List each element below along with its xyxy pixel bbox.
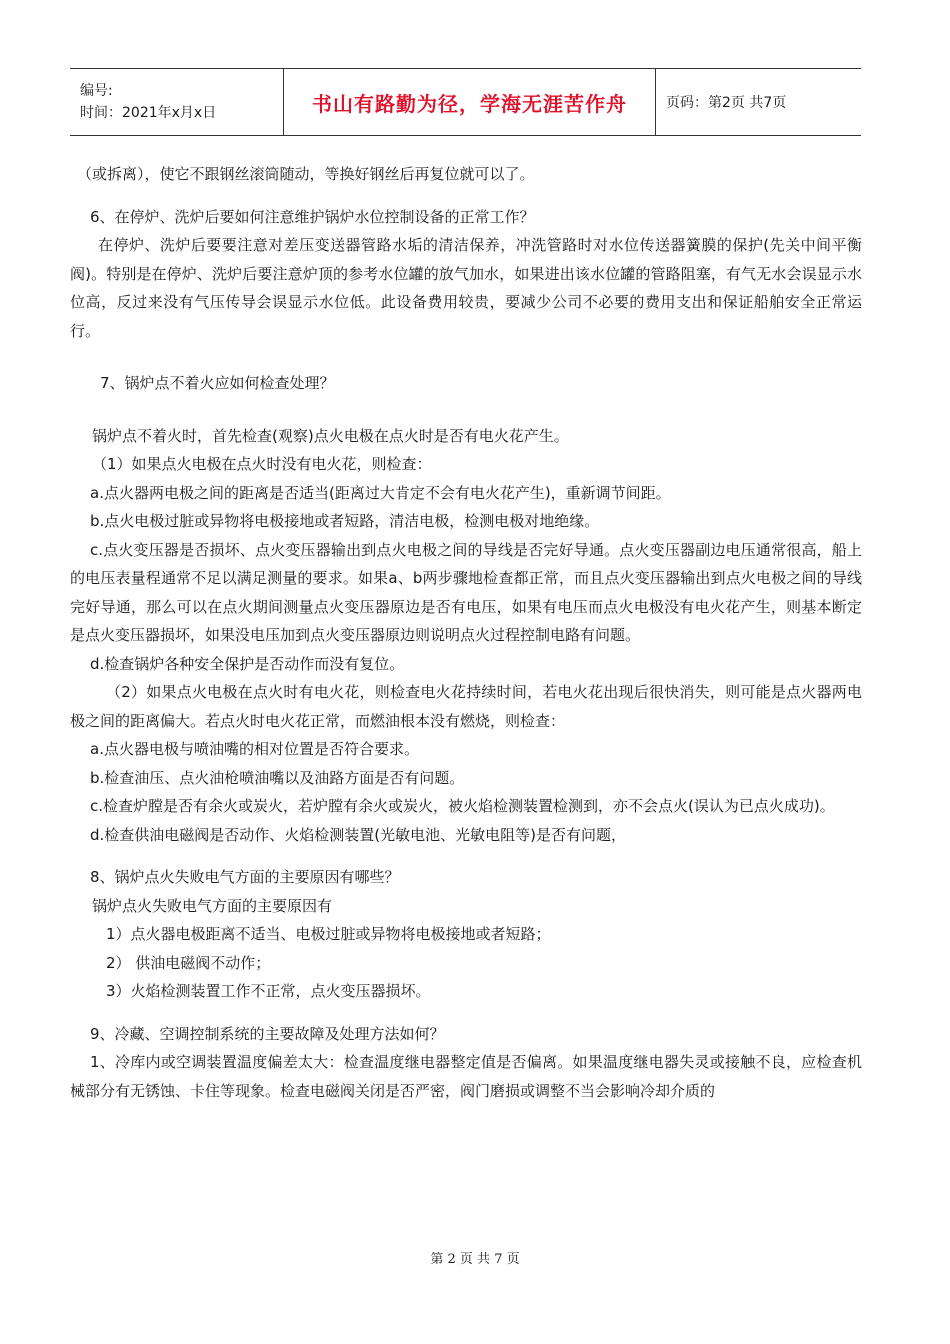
list-item: b.点火电极过脏或异物将电极接地或者短路，清洁电极，检测电极对地绝缘。 bbox=[90, 512, 600, 530]
list-item: a.点火器两电极之间的距离是否适当(距离过大肯定不会有电火花产生)，重新调节间距。 bbox=[90, 483, 671, 502]
question-heading: 6、在停炉、洗炉后要如何注意维护锅炉水位控制设备的正常工作？ bbox=[90, 207, 535, 226]
document-body bbox=[70, 160, 862, 1105]
question-heading: 9、冷藏、空调控制系统的主要故障及处理方法如何？ bbox=[90, 1024, 445, 1043]
header-page-number: 页码：第2页 共7页 bbox=[666, 95, 787, 111]
header-meta bbox=[70, 69, 284, 135]
question-heading: 8、锅炉点火失败电气方面的主要原因有哪些？ bbox=[90, 868, 400, 886]
document-time-label: 时间：2021年x月x日 bbox=[80, 105, 217, 121]
paragraph: 锅炉点火失败电气方面的主要原因有 bbox=[92, 896, 333, 915]
list-item: a.点火器电极与喷油嘴的相对位置是否符合要求。 bbox=[90, 740, 419, 758]
header-page-cell bbox=[656, 69, 786, 135]
list-item: d.检查供油电磁阀是否动作、火焰检测装置(光敏电池、光敏电阻等)是否有问题， bbox=[90, 825, 626, 844]
list-item: （1）如果点火电极在点火时没有电火花，则检查： bbox=[92, 455, 432, 473]
page-footer: 第 2 页 共 7 页 bbox=[430, 1252, 520, 1267]
list-item: c.点火变压器是否损坏、点火变压器输出到点火电极之间的导线是否完好导通。点火变压器副边电压通常很高，船上的电压表量程通常不足以满足测量的要求。如果a、b两步骤地检查都正常，而且点火变压器输出到点火电极之间的导线完好导通，那么可以在点火期间测量点火变压器原边是否有电压，如果有电压而点火电极没有电火花产生，则基本断定是点火变压器损坏，如果没电压加到点火变压器原边则说明点火过程控制电路有问题。 bbox=[70, 540, 862, 644]
header-motto-cell bbox=[284, 69, 656, 135]
list-item: 1）点火器电极距离不适当、电极过脏或异物将电极接地或者短路； bbox=[106, 925, 551, 943]
paragraph: 锅炉点不着火时，首先检查(观察)点火电极在点火时是否有电火花产生。 bbox=[92, 426, 569, 445]
paragraph: 在停炉、洗炉后要要注意对差压变送器管路水垢的清洁保养，冲洗管路时对水位传送器簧膜的保护(先关中间平衡阀)。特别是在停炉、洗炉后要注意炉顶的参考水位罐的放气加水，如果进出该水位罐的管路阻塞，有气无水会误显示水位高，反过来没有气压传导会误显示水位低。此设备费用较贵，要减少公司不必要的费用支出和保证船舶安全正常运行。 bbox=[70, 236, 862, 340]
question-heading: 7、锅炉点不着火应如何检查处理？ bbox=[100, 374, 335, 392]
list-item: c.检查炉膛是否有余火或炭火，若炉膛有余火或炭火，被火焰检测装置检测到，亦不会点火(误认为已点火成功)。 bbox=[90, 797, 835, 815]
page-header bbox=[70, 68, 861, 136]
list-item: b.检查油压、点火油枪喷油嘴以及油路方面是否有问题。 bbox=[90, 768, 465, 787]
paragraph: （或拆离），使它不跟钢丝滚筒随动，等换好钢丝后再复位就可以了。 bbox=[77, 165, 535, 183]
list-item: （2）如果点火电极在点火时有电火花，则检查电火花持续时间，若电火花出现后很快消失，则可能是点火器两电极之间的距离偏大。若点火时电火花正常，而燃油根本没有燃烧，则检查： bbox=[70, 683, 862, 730]
paragraph: 1、冷库内或空调装置温度偏差太大：检查温度继电器整定值是否偏离。如果温度继电器失灵或接触不良，应检查机械部分有无锈蚀、卡住等现象。检查电磁阀关闭是否严密，阀门磨损或调整不当会影响冷却介质的 bbox=[70, 1053, 862, 1100]
document-code-label: 编号: bbox=[80, 83, 113, 99]
list-item: d.检查锅炉各种安全保护是否动作而没有复位。 bbox=[90, 654, 405, 673]
header-motto: 书山有路勤为径，学海无涯苦作舟 bbox=[312, 91, 627, 116]
list-item: 3）火焰检测装置工作不正常，点火变压器损坏。 bbox=[106, 982, 431, 1000]
list-item: 2） 供油电磁阀不动作； bbox=[106, 953, 271, 972]
